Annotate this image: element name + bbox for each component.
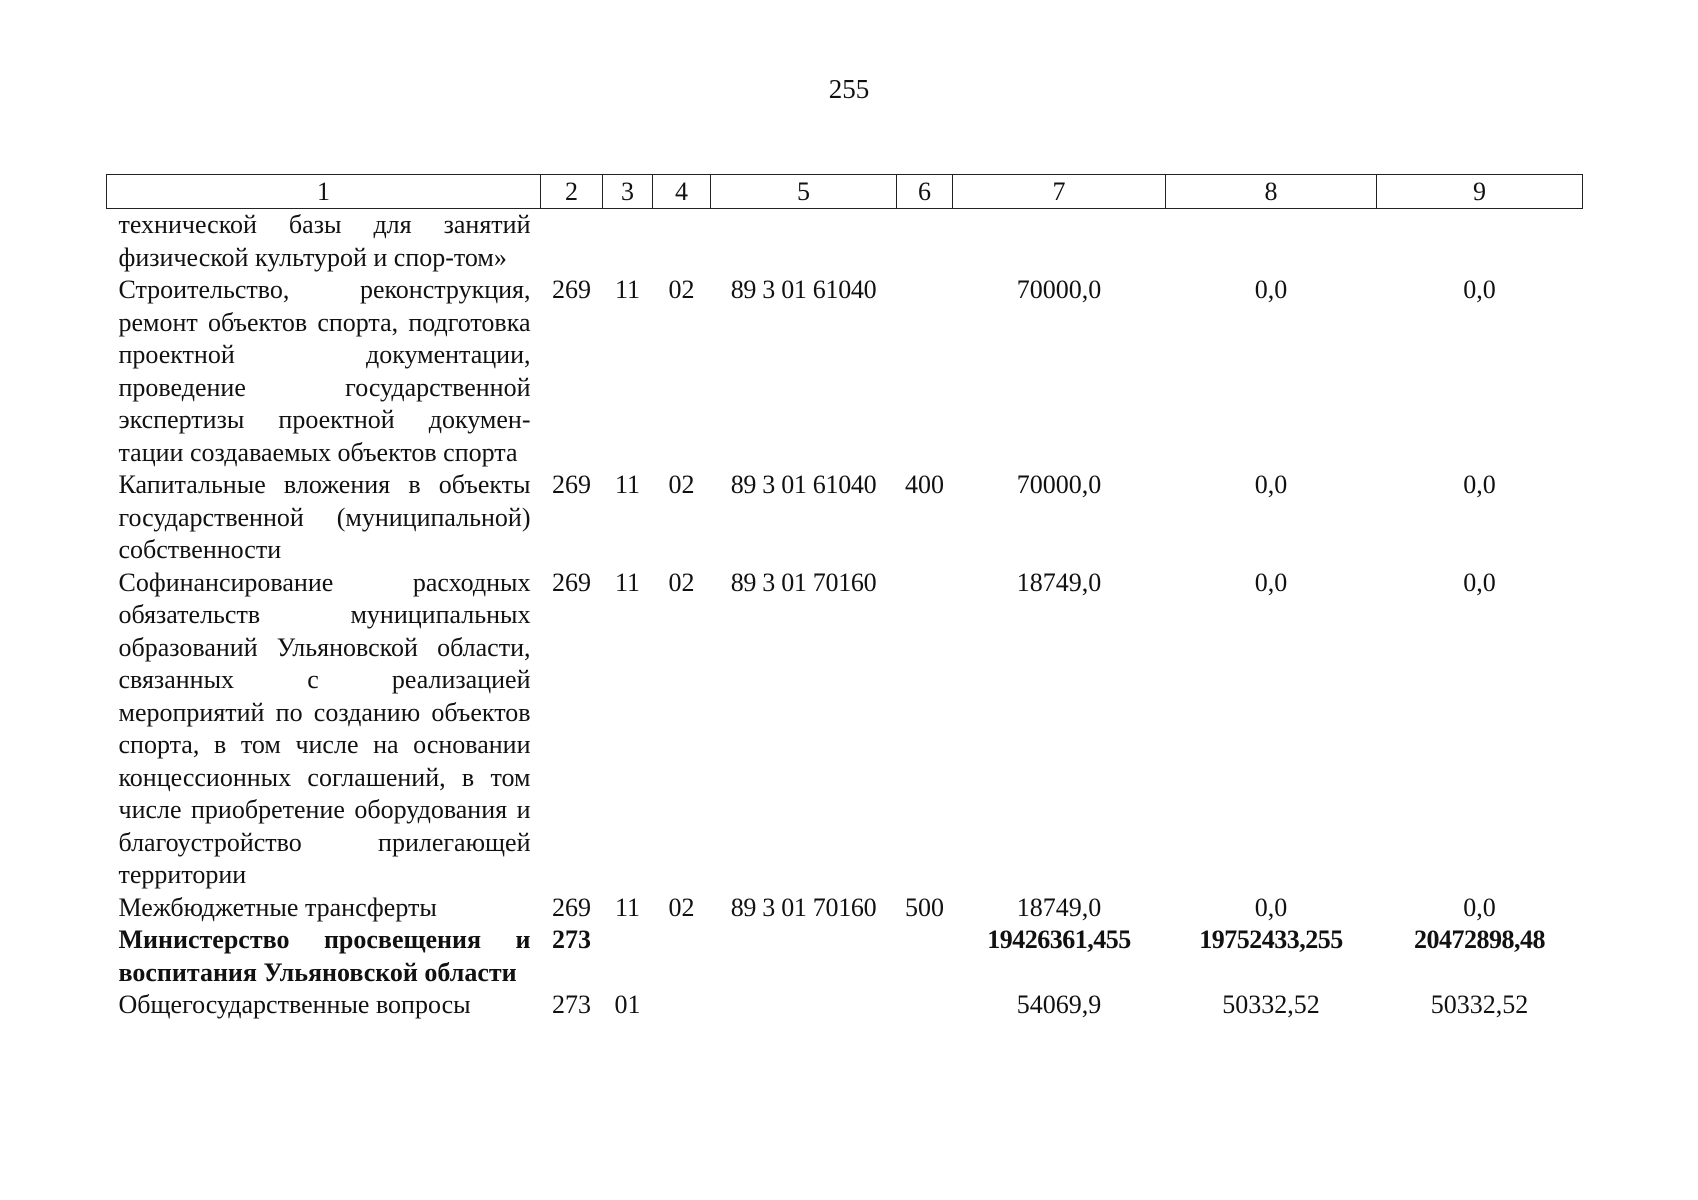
- row-amount-col7: 70000,0: [1016, 470, 1102, 499]
- table-row: [107, 924, 1583, 989]
- row-section-code: 11: [614, 567, 641, 597]
- row-section-code: 01: [614, 990, 641, 1019]
- row-amount-col7: 18749,0: [1016, 567, 1102, 597]
- row-subsection-code: 02: [668, 275, 695, 304]
- row-target-article: [711, 989, 897, 1022]
- row-name: Строительство, реконструкция, ремонт объектов спорта, подготовка проектной документации, проведение государственной экспертизы проектной документации создаваемых объектов спорта: [118, 275, 531, 467]
- header-col-6: 6: [897, 175, 953, 209]
- row-amount-col7: 54069,9: [1016, 990, 1102, 1019]
- row-expense-type: [897, 209, 953, 275]
- table-body: [107, 209, 1583, 1022]
- row-target-article: [711, 924, 897, 989]
- header-col-7: 7: [953, 175, 1166, 209]
- row-expense-type: [897, 567, 953, 892]
- header-col-2: 2: [541, 175, 603, 209]
- row-subsection-code: [653, 209, 711, 275]
- row-amount-col8: 0,0: [1254, 892, 1288, 922]
- table-row: [107, 274, 1583, 469]
- row-amount-col9: [1377, 209, 1583, 275]
- row-subsection-code: 02: [668, 892, 695, 922]
- row-ministry-code: 273: [552, 990, 591, 1019]
- row-ministry-code: [541, 209, 603, 275]
- table-row: [107, 209, 1583, 275]
- row-name: Министерство просвещения и воспитания Ульяновской области: [118, 925, 531, 987]
- table-row: [107, 469, 1583, 567]
- header-row: [107, 175, 1583, 209]
- row-ministry-code: 269: [552, 892, 591, 922]
- row-amount-col8: [1166, 209, 1377, 275]
- row-subsection-code: 02: [668, 470, 695, 499]
- row-amount-col7: [953, 209, 1166, 275]
- row-section-code: 11: [614, 275, 641, 304]
- row-amount-col7: 18749,0: [1016, 892, 1102, 922]
- row-ministry-code: 269: [552, 470, 591, 499]
- row-amount-col9: 0,0: [1463, 470, 1496, 499]
- table-row: [107, 989, 1583, 1022]
- row-target-article: 89 3 01 70160: [730, 567, 877, 597]
- row-section-code: 11: [614, 470, 641, 499]
- page-number: 255: [828, 74, 870, 104]
- row-expense-type: [897, 989, 953, 1022]
- header-col-8: 8: [1166, 175, 1377, 209]
- header-col-3: 3: [603, 175, 653, 209]
- header-col-5: 5: [711, 175, 897, 209]
- budget-table: [106, 174, 1583, 1022]
- row-ministry-code: 269: [552, 567, 591, 597]
- row-amount-col9: 0,0: [1463, 567, 1496, 597]
- row-subsection-code: 02: [668, 567, 695, 597]
- row-amount-col9: 50332,52: [1430, 990, 1529, 1019]
- budget-document: [106, 174, 1582, 1022]
- row-amount-col8: 19752433,255: [1199, 925, 1343, 954]
- row-amount-col8: 0,0: [1254, 470, 1288, 499]
- row-amount-col7: 70000,0: [1016, 275, 1102, 304]
- row-amount-col9: 0,0: [1463, 892, 1496, 922]
- row-name: Капитальные вложения в объекты государственной (муниципальной) собственности: [118, 470, 531, 564]
- row-name: технической базы для занятий физической культурой и спор-том»: [118, 210, 531, 272]
- row-name: Межбюджетные трансферты: [118, 892, 437, 922]
- row-expense-type: [897, 924, 953, 989]
- row-expense-type: [897, 274, 953, 469]
- header-col-1: 1: [107, 175, 541, 209]
- row-target-article: [711, 209, 897, 275]
- column-number-header: [107, 175, 1583, 209]
- row-amount-col7: 19426361,455: [987, 925, 1131, 954]
- table-row: [107, 567, 1583, 892]
- header-col-9: 9: [1377, 175, 1583, 209]
- row-section-code: 11: [614, 892, 641, 922]
- row-amount-col8: 0,0: [1254, 275, 1288, 304]
- row-expense-type: 500: [905, 892, 944, 922]
- table-row: [107, 892, 1583, 925]
- row-section-code: [603, 209, 653, 275]
- row-section-code: [603, 924, 653, 989]
- row-ministry-code: 273: [552, 925, 591, 954]
- header-col-4: 4: [653, 175, 711, 209]
- row-amount-col8: 50332,52: [1222, 990, 1320, 1019]
- row-target-article: 89 3 01 70160: [730, 892, 877, 922]
- row-amount-col9: 0,0: [1463, 275, 1496, 304]
- row-subsection-code: [653, 924, 711, 989]
- row-target-article: 89 3 01 61040: [730, 470, 877, 499]
- row-name: Общегосударственные вопросы: [118, 990, 471, 1019]
- row-amount-col9: 20472898,48: [1414, 925, 1545, 954]
- row-amount-col8: 0,0: [1254, 567, 1288, 597]
- row-target-article: 89 3 01 61040: [730, 275, 877, 304]
- row-ministry-code: 269: [552, 275, 591, 304]
- row-name: Софинансирование расходных обязательств муниципальных образований Ульяновской области, связанных с реализацией мероприятий по созданию объектов спорта, в том числе на основании концессионных соглашений, в том числе приобретение оборудования и благоустройство прилегающей территории: [118, 567, 531, 889]
- row-subsection-code: [653, 989, 711, 1022]
- row-expense-type: 400: [905, 470, 944, 499]
